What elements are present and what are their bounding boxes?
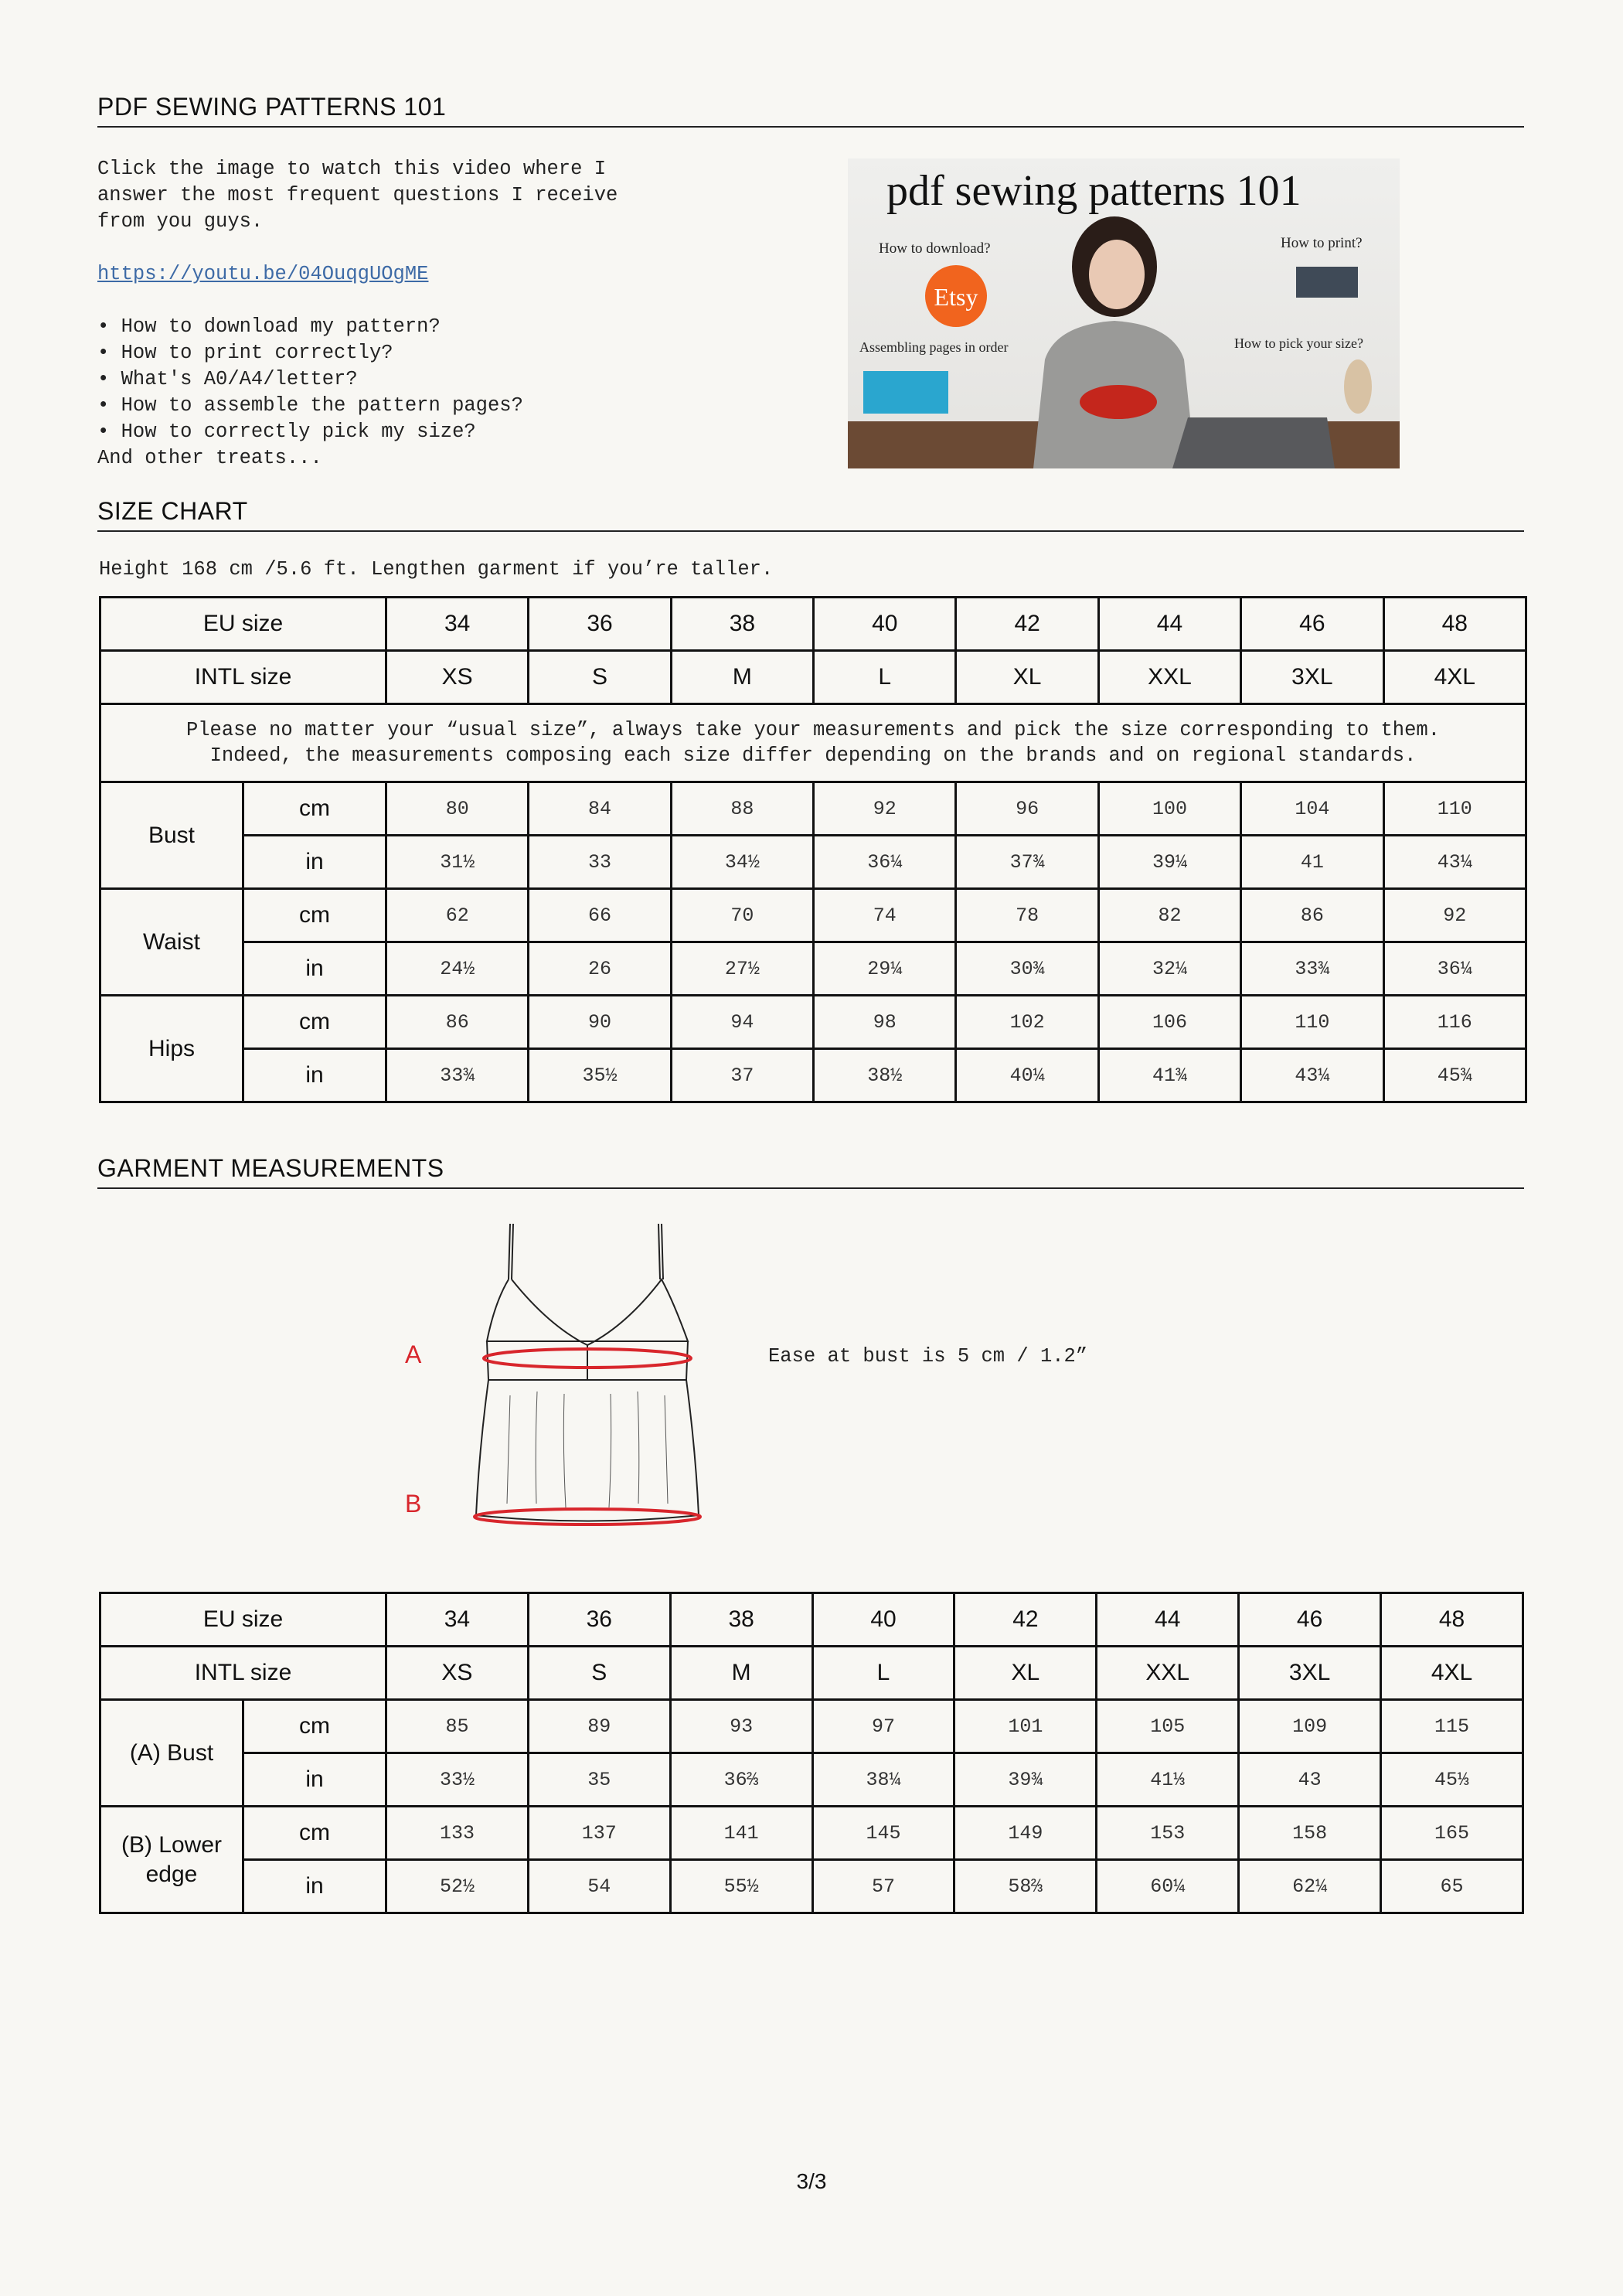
measurement-value: 43¼ xyxy=(1383,836,1526,889)
video-title: pdf sewing patterns 101 xyxy=(886,167,1301,215)
measurement-value: 98 xyxy=(814,996,956,1049)
eu-size-row xyxy=(100,598,1526,651)
size-cell: 40 xyxy=(812,1593,954,1647)
measurement-value: 158 xyxy=(1239,1807,1381,1860)
label-b: B xyxy=(405,1490,422,1518)
measurement-value: 84 xyxy=(529,782,671,836)
measurement-value: 52½ xyxy=(386,1860,529,1913)
measurement-value: 93 xyxy=(670,1700,812,1753)
size-cell: XL xyxy=(956,651,1098,704)
blank-line xyxy=(97,288,793,314)
measurement-value: 41¾ xyxy=(1098,1049,1240,1102)
size-cell: 3XL xyxy=(1239,1647,1381,1700)
measurement-value: 78 xyxy=(956,889,1098,942)
measurement-value: 133 xyxy=(386,1807,529,1860)
measurement-row xyxy=(100,1049,1526,1102)
intl-size-row xyxy=(100,1647,1523,1700)
measurement-value: 38¼ xyxy=(812,1753,954,1807)
size-cell: L xyxy=(814,651,956,704)
measurement-value: 35 xyxy=(528,1753,670,1807)
measurement-row xyxy=(100,1860,1523,1913)
unit-label: in xyxy=(243,942,386,996)
size-cell: 36 xyxy=(528,1593,670,1647)
measurement-row xyxy=(100,1807,1523,1860)
unit-label: in xyxy=(243,1049,386,1102)
bullet-item: • What's A0/A4/letter? xyxy=(97,368,358,390)
etsy-logo-text: Etsy xyxy=(934,283,978,311)
measurement-value: 39¾ xyxy=(954,1753,1097,1807)
measurement-value: 33½ xyxy=(386,1753,529,1807)
measurement-value: 38½ xyxy=(814,1049,956,1102)
intl-size-row-label: INTL size xyxy=(100,1647,386,1700)
size-cell: M xyxy=(671,651,813,704)
video-q-assemble: Assembling pages in order xyxy=(859,339,1009,355)
lower-edge-measure-line xyxy=(475,1509,700,1524)
label-a: A xyxy=(405,1340,422,1368)
measurement-label: (A) Bust xyxy=(100,1700,243,1807)
measurement-value: 94 xyxy=(671,996,813,1049)
face xyxy=(1089,240,1145,309)
red-object xyxy=(1080,385,1157,419)
measurement-value: 80 xyxy=(386,782,529,836)
measurement-value: 92 xyxy=(1383,889,1526,942)
size-cell: 4XL xyxy=(1381,1647,1523,1700)
measurement-value: 141 xyxy=(670,1807,812,1860)
intro-line: answer the most frequent questions I receive xyxy=(97,184,618,206)
dress-form xyxy=(1344,359,1372,414)
measurement-value: 153 xyxy=(1097,1807,1239,1860)
bullet-item: • How to correctly pick my size? xyxy=(97,421,476,443)
measurement-row xyxy=(100,942,1526,996)
size-cell: XXL xyxy=(1098,651,1240,704)
measurement-value: 88 xyxy=(671,782,813,836)
cutting-mat xyxy=(863,371,948,414)
measurement-row xyxy=(100,836,1526,889)
garment-illustration xyxy=(464,1218,711,1535)
section-title-garment: GARMENT MEASUREMENTS xyxy=(97,1154,1524,1189)
measurement-value: 40¼ xyxy=(956,1049,1098,1102)
size-cell: S xyxy=(528,1647,670,1700)
intl-size-row xyxy=(100,651,1526,704)
measurement-value: 32¼ xyxy=(1098,942,1240,996)
measurement-value: 110 xyxy=(1241,996,1383,1049)
size-cell: XL xyxy=(954,1647,1097,1700)
measurement-value: 137 xyxy=(528,1807,670,1860)
measurement-value: 65 xyxy=(1381,1860,1523,1913)
closing-line: And other treats... xyxy=(97,447,322,469)
measurement-value: 41⅓ xyxy=(1097,1753,1239,1807)
section-title-size-chart: SIZE CHART xyxy=(97,497,1524,532)
size-cell: 46 xyxy=(1239,1593,1381,1647)
measurement-value: 89 xyxy=(528,1700,670,1753)
measurement-row xyxy=(100,782,1526,836)
measurement-label: Waist xyxy=(100,889,243,996)
measurement-value: 26 xyxy=(529,942,671,996)
size-cell: XXL xyxy=(1097,1647,1239,1700)
section-title-pdf-patterns: PDF SEWING PATTERNS 101 xyxy=(97,93,1524,128)
measurement-label: (B) Lower edge xyxy=(100,1807,243,1913)
measurement-value: 33 xyxy=(529,836,671,889)
size-cell: 44 xyxy=(1098,598,1240,651)
measurement-value: 34½ xyxy=(671,836,813,889)
measurement-value: 29¼ xyxy=(814,942,956,996)
size-cell: 44 xyxy=(1097,1593,1239,1647)
measurement-value: 24½ xyxy=(386,942,529,996)
size-cell: XS xyxy=(386,651,529,704)
unit-label: cm xyxy=(243,1807,386,1860)
height-note: Height 168 cm /5.6 ft. Lengthen garment if you’re taller. xyxy=(99,558,774,581)
eu-size-row-label: EU size xyxy=(100,598,386,651)
measurement-value: 165 xyxy=(1381,1807,1523,1860)
measurement-value: 70 xyxy=(671,889,813,942)
measurement-value: 110 xyxy=(1383,782,1526,836)
measurement-value: 43¼ xyxy=(1241,1049,1383,1102)
size-cell: 42 xyxy=(956,598,1098,651)
measurement-row xyxy=(100,1753,1523,1807)
measurement-value: 82 xyxy=(1098,889,1240,942)
measurement-row xyxy=(100,996,1526,1049)
eu-size-row-label: EU size xyxy=(100,1593,386,1647)
unit-label: cm xyxy=(243,996,386,1049)
measurement-value: 57 xyxy=(812,1860,954,1913)
measurement-value: 62 xyxy=(386,889,529,942)
measurement-value: 66 xyxy=(529,889,671,942)
size-chart-table xyxy=(99,596,1527,1103)
measurement-value: 31½ xyxy=(386,836,529,889)
measurement-value: 37 xyxy=(671,1049,813,1102)
measurement-value: 62¼ xyxy=(1239,1860,1381,1913)
unit-label: in xyxy=(243,1860,386,1913)
size-cell: 42 xyxy=(954,1593,1097,1647)
advice-line: Indeed, the measurements composing each size differ depending on the brands and on regional standards. xyxy=(209,744,1417,767)
measurement-value: 55½ xyxy=(670,1860,812,1913)
measurement-value: 36⅔ xyxy=(670,1753,812,1807)
measurement-value: 101 xyxy=(954,1700,1097,1753)
size-cell: L xyxy=(812,1647,954,1700)
size-cell: 38 xyxy=(670,1593,812,1647)
measurement-value: 58⅔ xyxy=(954,1860,1097,1913)
video-q-size: How to pick your size? xyxy=(1234,336,1363,351)
bullet-item: • How to assemble the pattern pages? xyxy=(97,394,523,417)
size-cell: 38 xyxy=(671,598,813,651)
video-thumbnail[interactable] xyxy=(848,158,1400,468)
unit-label: cm xyxy=(243,782,386,836)
video-link[interactable]: https://youtu.be/04OuqgUOgME xyxy=(97,263,429,285)
size-cell: XS xyxy=(386,1647,529,1700)
advice-row xyxy=(100,704,1526,782)
measurement-value: 104 xyxy=(1241,782,1383,836)
size-cell: 48 xyxy=(1381,1593,1523,1647)
measurement-value: 145 xyxy=(812,1807,954,1860)
size-cell: 36 xyxy=(529,598,671,651)
unit-label: in xyxy=(243,836,386,889)
measurement-value: 115 xyxy=(1381,1700,1523,1753)
video-q-print: How to print? xyxy=(1281,235,1363,251)
measurement-value: 45¾ xyxy=(1383,1049,1526,1102)
measurement-value: 74 xyxy=(814,889,956,942)
measurement-value: 39¼ xyxy=(1098,836,1240,889)
unit-label: cm xyxy=(243,889,386,942)
measurement-value: 106 xyxy=(1098,996,1240,1049)
measurement-value: 92 xyxy=(814,782,956,836)
bullet-item: • How to download my pattern? xyxy=(97,315,441,338)
video-q-download: How to download? xyxy=(879,240,991,257)
measurement-label: Hips xyxy=(100,996,243,1102)
page-number: 3/3 xyxy=(796,2169,827,2193)
measurement-value: 97 xyxy=(812,1700,954,1753)
ease-note: Ease at bust is 5 cm / 1.2” xyxy=(768,1345,1088,1368)
measurement-value: 30¾ xyxy=(956,942,1098,996)
measurement-value: 60¼ xyxy=(1097,1860,1239,1913)
measurement-value: 109 xyxy=(1239,1700,1381,1753)
blank-line xyxy=(97,235,793,261)
intro-text xyxy=(97,156,793,472)
measurement-value: 149 xyxy=(954,1807,1097,1860)
advice-line: Please no matter your “usual size”, always take your measurements and pick the size corresponding to them. xyxy=(185,719,1441,741)
measurement-value: 102 xyxy=(956,996,1098,1049)
size-cell: 34 xyxy=(386,1593,529,1647)
measurement-value: 90 xyxy=(529,996,671,1049)
printer xyxy=(1296,267,1358,298)
eu-size-row xyxy=(100,1593,1523,1647)
size-cell: 4XL xyxy=(1383,651,1526,704)
video-thumbnail-art xyxy=(848,158,1400,468)
measurement-value: 105 xyxy=(1097,1700,1239,1753)
size-cell: 40 xyxy=(814,598,956,651)
measurement-value: 27½ xyxy=(671,942,813,996)
size-cell: 34 xyxy=(386,598,529,651)
advice-cell xyxy=(100,704,1526,782)
bullet-item: • How to print correctly? xyxy=(97,342,393,364)
laptop xyxy=(1172,417,1335,468)
intl-size-row-label: INTL size xyxy=(100,651,386,704)
measurement-value: 37¾ xyxy=(956,836,1098,889)
garment-measurements-table xyxy=(99,1592,1524,1914)
measurement-value: 85 xyxy=(386,1700,529,1753)
measurement-value: 86 xyxy=(1241,889,1383,942)
size-cell: 48 xyxy=(1383,598,1526,651)
measurement-row xyxy=(100,889,1526,942)
unit-label: in xyxy=(243,1753,386,1807)
size-cell: M xyxy=(670,1647,812,1700)
measurement-value: 45⅓ xyxy=(1381,1753,1523,1807)
size-cell: S xyxy=(529,651,671,704)
measurement-value: 43 xyxy=(1239,1753,1381,1807)
measurement-value: 86 xyxy=(386,996,529,1049)
measurement-value: 116 xyxy=(1383,996,1526,1049)
intro-line: Click the image to watch this video where I xyxy=(97,158,607,180)
measurement-value: 33¾ xyxy=(386,1049,529,1102)
measurement-value: 36¼ xyxy=(1383,942,1526,996)
measurement-label: Bust xyxy=(100,782,243,889)
measurement-value: 54 xyxy=(528,1860,670,1913)
measurement-value: 96 xyxy=(956,782,1098,836)
size-cell: 3XL xyxy=(1241,651,1383,704)
unit-label: cm xyxy=(243,1700,386,1753)
measurement-value: 36¼ xyxy=(814,836,956,889)
measurement-value: 100 xyxy=(1098,782,1240,836)
measurement-row xyxy=(100,1700,1523,1753)
size-cell: 46 xyxy=(1241,598,1383,651)
intro-line: from you guys. xyxy=(97,210,264,233)
measurement-value: 33¾ xyxy=(1241,942,1383,996)
measurement-value: 41 xyxy=(1241,836,1383,889)
measurement-value: 35½ xyxy=(529,1049,671,1102)
